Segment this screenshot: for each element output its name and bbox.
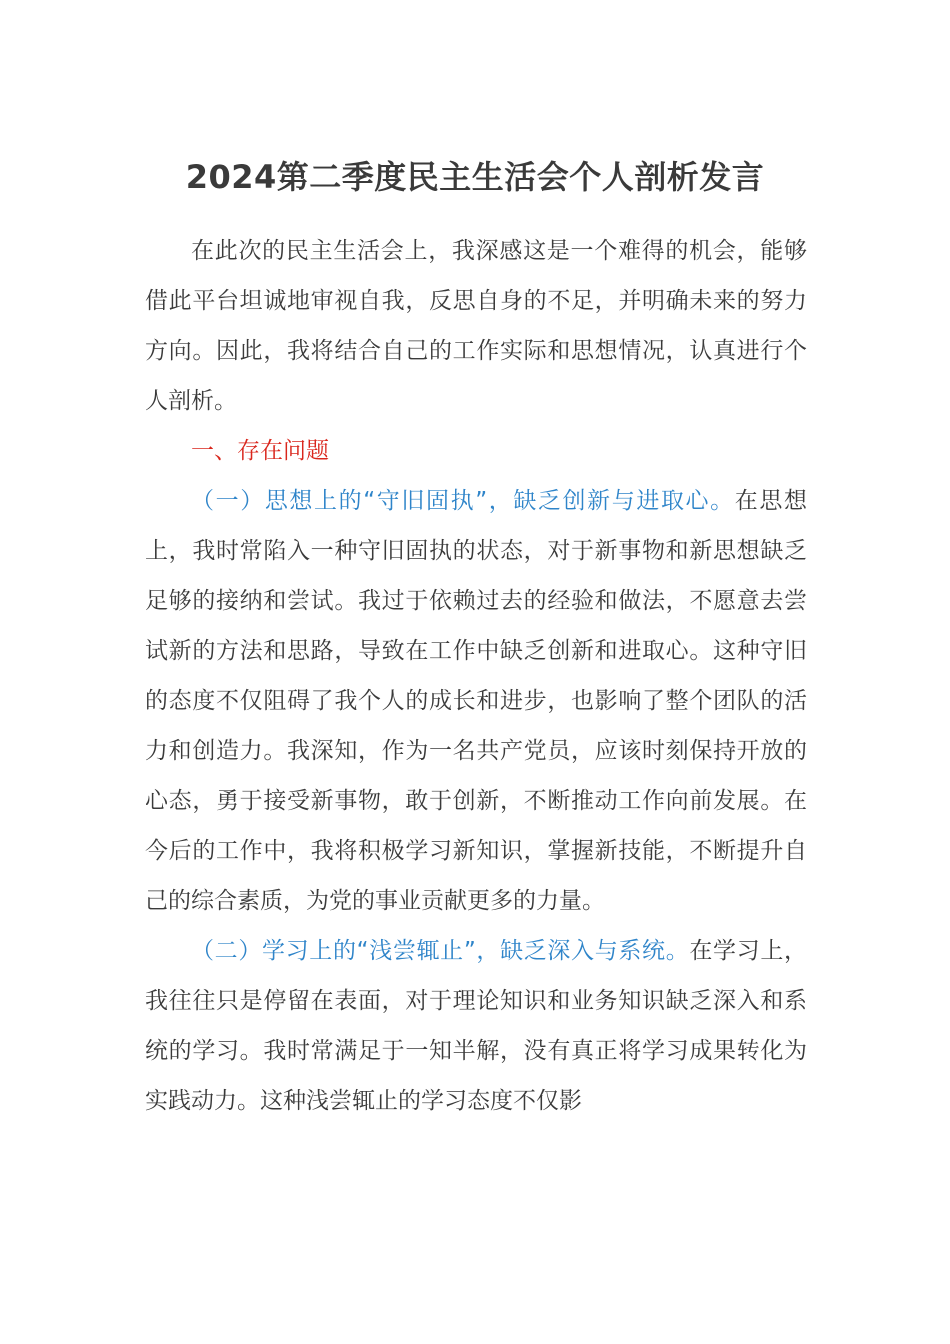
section-heading: 一、存在问题 [191, 438, 329, 464]
intro-paragraph: 在此次的民主生活会上，我深感这是一个难得的机会，能够借此平台坦诚地审视自我，反思自身的不足，并明确未来的努力方向。因此，我将结合自己的工作实际和思想情况，认真进行个人剖析。 [145, 238, 807, 414]
problem-heading-1: （一）思想上的“守旧固执”，缺乏创新与进取心。 [191, 488, 735, 514]
problem-body-2: 在学习上，我往往只是停留在表面，对于理论知识和业务知识缺乏深入和系统的学习。我时常满足于一知半解，没有真正将学习成果转化为实践动力。这种浅尝辄止的学习态度不仅影 [145, 938, 807, 1114]
problem-paragraph-1 [145, 476, 807, 926]
problem-paragraph-2 [145, 926, 807, 1126]
document-title: 2024第二季度民主生活会个人剖析发言 [185, 158, 765, 196]
document-body [145, 226, 807, 1126]
problem-heading-2: （二）学习上的“浅尝辄止”，缺乏深入与系统。 [191, 938, 690, 964]
problem-body-1: 在思想上，我时常陷入一种守旧固执的状态，对于新事物和新思想缺乏足够的接纳和尝试。我过于依赖过去的经验和做法，不愿意去尝试新的方法和思路，导致在工作中缺乏创新和进取心。这种守旧的态度不仅阻碍了我个人的成长和进步，也影响了整个团队的活力和创造力。我深知，作为一名共产党员，应该时刻保持开放的心态，勇于接受新事物，敢于创新，不断推动工作向前发展。在今后的工作中，我将积极学习新知识，掌握新技能，不断提升自己的综合素质，为党的事业贡献更多的力量。 [145, 488, 807, 914]
